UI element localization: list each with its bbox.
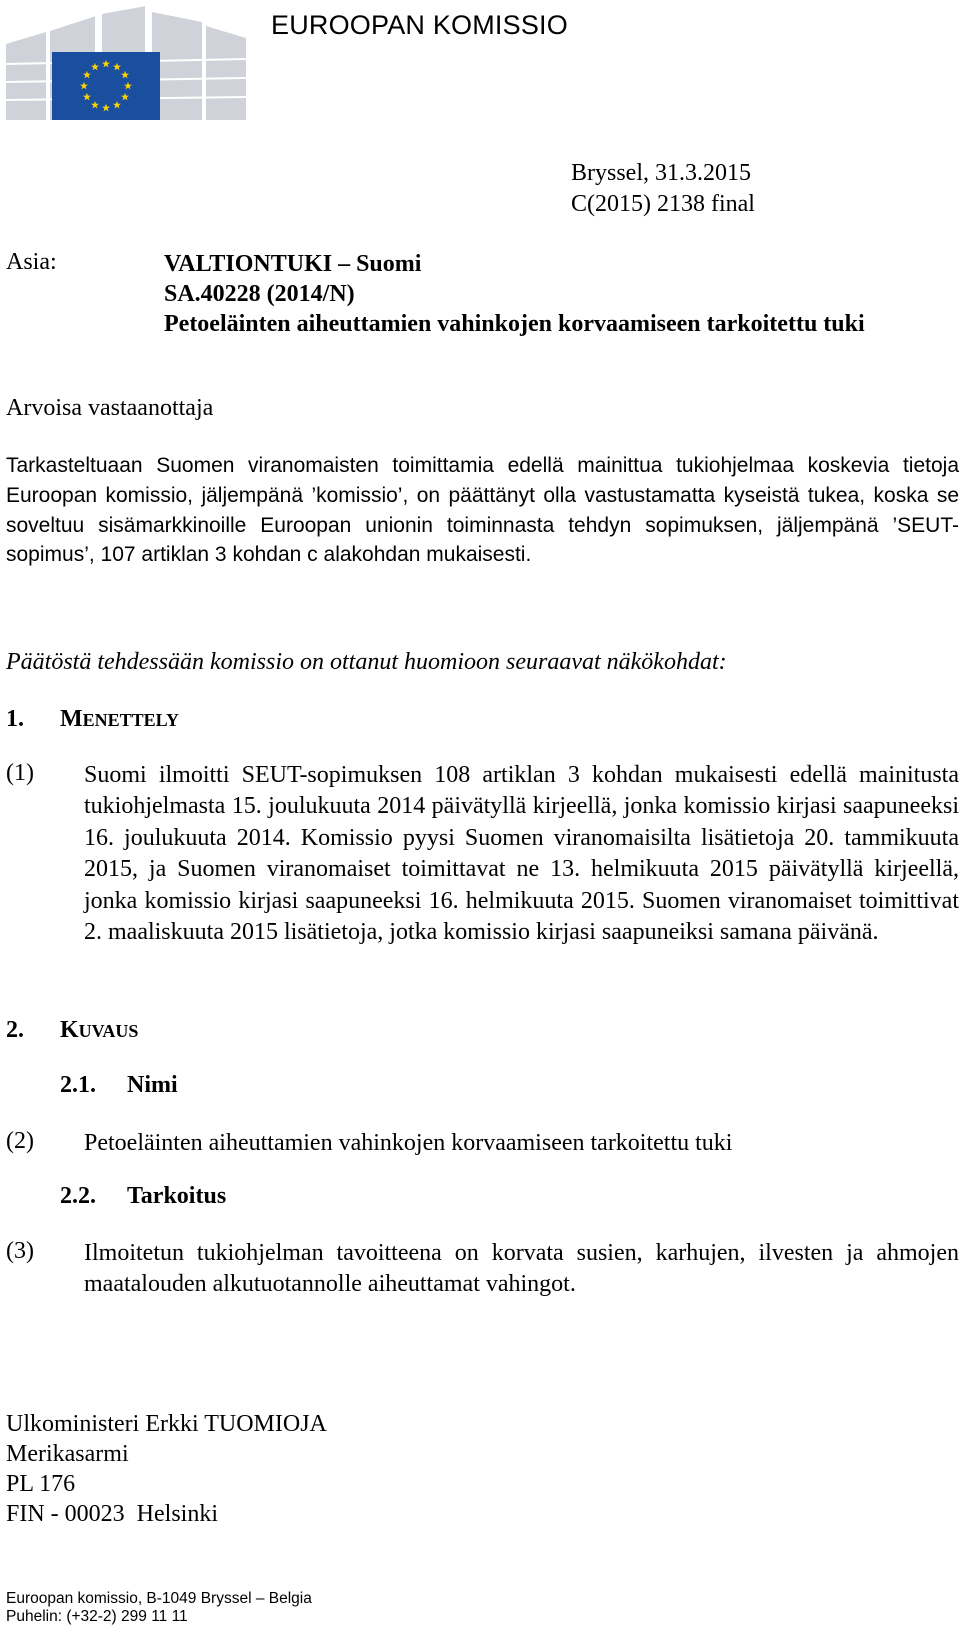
section-number: 1.: [6, 706, 24, 732]
recital-2: [0, 1128, 960, 1162]
footer-phone: Puhelin: (+32-2) 299 11 11: [6, 1608, 188, 1625]
recital-text: Suomi ilmoitti SEUT-sopimuksen 108 artiklan 3 kohdan mukaisesti edellä mainitusta tukiohjelmasta 15. joulukuuta 2014 päivätyllä kirjeellä, jonka komissio kirjasi saapuneeksi 16. joulukuuta 2014. Komissio pyysi Suomen viranomaisilta lisätietoja 20. tammikuuta 2015, ja Suomen viranomaiset toimittavat ne 13. helmikuuta 2015 päivätyllä kirjeellä, jonka komissio kirjasi saapuneeksi 16. helmikuuta 2015. Suomen viranomaiset toimittivat 2. maaliskuuta 2015 lisätietoja, jotka komissio kirjasi saapuneiksi samana päivänä.: [84, 762, 959, 946]
intro-paragraph: Tarkasteltuaan Suomen viranomaisten toimittamia edellä mainittua tukiohjelmaa koskevia tietoja Euroopan komissio, jäljempänä ’komissio’, on päättänyt olla vastustamatta kyseistä tukea, koska se soveltuu sisämarkkinoille Euroopan unionin toiminnasta tehdyn sopimuksen, jäljempänä ’SEUT-sopimus’, 107 artiklan 3 kohdan c alakohdan mukaisesti.: [6, 454, 959, 567]
recital-1: [0, 760, 960, 980]
recipient-address: [6, 1409, 327, 1529]
section-heading-kuvaus: [0, 1017, 960, 1049]
subsection-heading-nimi: [0, 1072, 960, 1104]
subject-block: [164, 249, 865, 339]
footer-address: Euroopan komissio, B-1049 Bryssel – Belgia: [6, 1590, 312, 1607]
document-reference: C(2015) 2138 final: [571, 191, 755, 217]
address-line-3: PL 176: [6, 1471, 76, 1497]
subject-line-3: Petoeläinten aiheuttamien vahinkojen korvaamiseen tarkoitettu tuki: [164, 311, 865, 337]
dateline: [571, 158, 755, 220]
commission-name: EUROOPAN KOMISSIO: [271, 10, 568, 40]
recital-text: Petoeläinten aiheuttamien vahinkojen korvaamiseen tarkoitettu tuki: [84, 1130, 733, 1156]
address-line-1: Ulkoministeri Erkki TUOMIOJA: [6, 1411, 327, 1437]
recital-number: (3): [6, 1238, 34, 1264]
address-line-2: Merikasarmi: [6, 1441, 129, 1467]
subject-label: Asia:: [6, 249, 57, 275]
address-line-4: FIN - 00023 Helsinki: [6, 1501, 218, 1527]
european-commission-logo: [6, 4, 246, 120]
recital-number: (1): [6, 760, 34, 786]
section-title: MENETTELY: [60, 706, 180, 732]
subject-line-2: SA.40228 (2014/N): [164, 281, 355, 307]
footer: [6, 1590, 312, 1626]
section-title: KUVAUS: [60, 1017, 139, 1043]
section-number: 2.: [6, 1017, 24, 1043]
place-date: Bryssel, 31.3.2015: [571, 160, 751, 186]
subsection-heading-tarkoitus: [0, 1183, 960, 1215]
subsection-title: Tarkoitus: [127, 1183, 227, 1209]
recital-3: [0, 1238, 960, 1308]
subsection-number: 2.1.: [60, 1072, 96, 1098]
salutation: Arvoisa vastaanottaja: [6, 395, 214, 421]
section-heading-menettely: [0, 706, 960, 738]
subsection-number: 2.2.: [60, 1183, 96, 1209]
subsection-title: Nimi: [127, 1072, 178, 1098]
consideration-note: Päätöstä tehdessään komissio on ottanut huomioon seuraavat näkökohdat:: [6, 649, 727, 675]
recital-text: Ilmoitetun tukiohjelman tavoitteena on korvata susien, karhujen, ilvesten ja ahmojen maatalouden alkutuotannolle aiheuttamat vahingot.: [84, 1240, 959, 1298]
subject-line-1: VALTIONTUKI – Suomi: [164, 251, 422, 277]
recital-number: (2): [6, 1128, 34, 1154]
